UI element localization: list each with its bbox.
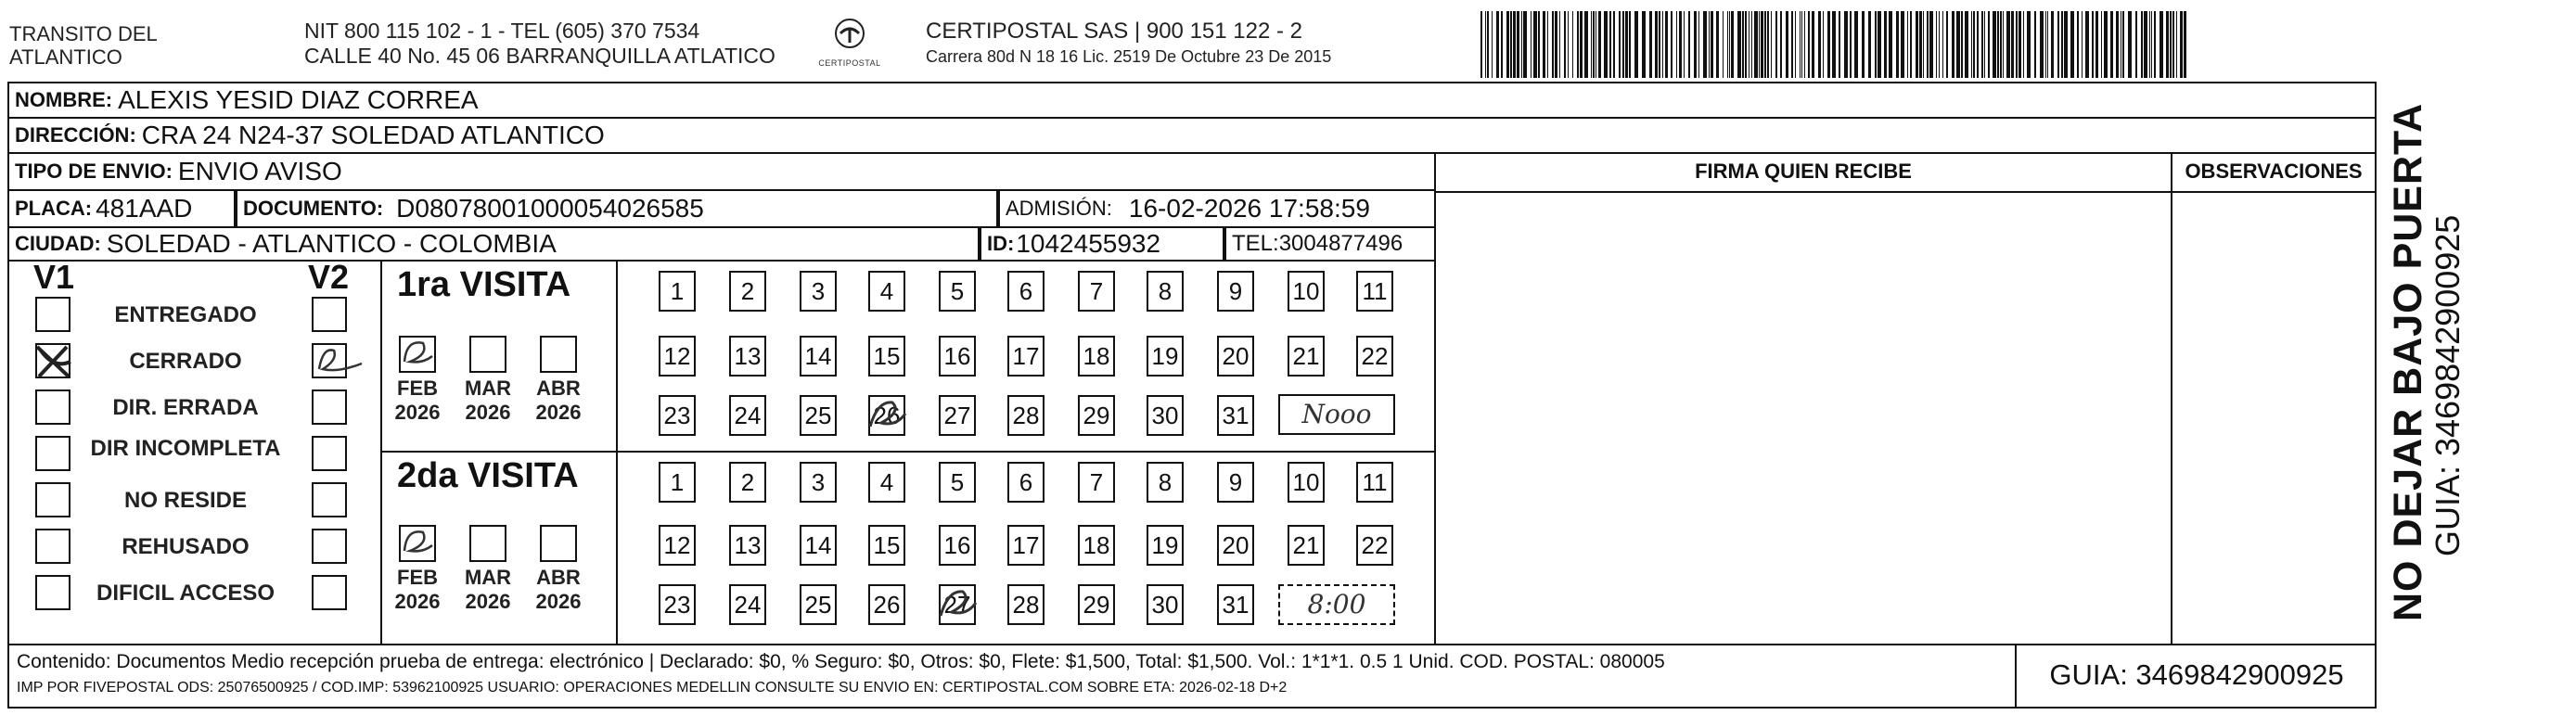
status-label: NO RESIDE — [123, 488, 248, 513]
day-box[interactable]: 13 — [729, 336, 766, 377]
day-box[interactable]: 19 — [1147, 336, 1184, 377]
v2-label: V2 — [308, 258, 350, 296]
month-checkbox[interactable] — [469, 525, 506, 562]
day-box[interactable]: 29 — [1078, 584, 1115, 625]
first-visit-note-box — [1278, 394, 1395, 435]
v2-checkbox[interactable] — [312, 389, 347, 425]
ciudad-label: CIUDAD: — [15, 232, 101, 255]
day-box[interactable]: 15 — [868, 336, 905, 377]
status-label: DIR. ERRADA — [112, 395, 259, 420]
day-box[interactable]: 12 — [659, 525, 696, 566]
month-year: 2026 — [394, 590, 441, 613]
month-name: MAR — [464, 377, 512, 400]
id-label: ID: — [987, 232, 1015, 255]
day-box[interactable]: 22 — [1356, 336, 1393, 377]
day-box[interactable]: 27 — [939, 395, 976, 436]
tel-value: 3004877496 — [1278, 231, 1403, 256]
placa-label: PLACA: — [15, 197, 93, 220]
day-box[interactable]: 4 — [868, 271, 905, 312]
day-box[interactable]: 11 — [1356, 271, 1393, 312]
day-box[interactable]: 7 — [1078, 462, 1115, 503]
day-box[interactable]: 14 — [800, 336, 837, 377]
nit-line: NIT 800 115 102 - 1 - TEL (605) 370 7534 — [304, 19, 700, 43]
month-name: ABR — [536, 566, 581, 589]
day-box[interactable]: 12 — [659, 336, 696, 377]
firma-panel — [1434, 152, 2172, 644]
footer-contenido: Contenido: Documentos Medio recepción prueba de entrega: electrónico | Declarado: $0, % Seguro: $0, Otros: $0, Flete: $1,500, Total: $1,500. Vol.: 1*1*1. 0.5 1 Unid. COD. POSTAL: 080005 — [17, 651, 1665, 672]
carrier-line: CERTIPOSTAL SAS | 900 151 122 - 2 — [926, 19, 1302, 44]
nombre-value: ALEXIS YESID DIAZ CORREA — [118, 85, 479, 114]
day-box[interactable]: 1 — [659, 271, 696, 312]
day-box[interactable]: 27 — [939, 584, 976, 625]
day-box[interactable]: 29 — [1078, 395, 1115, 436]
nombre-label: NOMBRE: — [15, 88, 113, 111]
day-box[interactable]: 10 — [1288, 462, 1325, 503]
day-box[interactable]: 5 — [939, 462, 976, 503]
month-year: 2026 — [535, 590, 582, 613]
logo-text: CERTIPOSTAL — [818, 58, 881, 68]
footer-imp-line: IMP POR FIVEPOSTAL ODS: 25076500925 / COD.IMP: 53962100925 USUARIO: OPERACIONES MEDELLIN CONSULTE SU ENVIO EN: CERTIPOSTAL.COM SOBRE ETA: 2026-02-18 D+2 — [17, 680, 1288, 696]
day-box[interactable]: 21 — [1288, 336, 1325, 377]
issuer-line-2: ATLANTICO — [9, 45, 122, 69]
month-label — [385, 566, 450, 614]
day-box[interactable]: 31 — [1217, 584, 1254, 625]
day-box[interactable]: 13 — [729, 525, 766, 566]
day-mark-icon — [935, 582, 980, 627]
day-box[interactable]: 25 — [800, 584, 837, 625]
day-box[interactable]: 8 — [1147, 271, 1184, 312]
v2-checkbox[interactable] — [312, 436, 347, 471]
day-box[interactable]: 28 — [1007, 395, 1044, 436]
id-value: 1042455932 — [1016, 229, 1161, 258]
day-box[interactable]: 2 — [729, 462, 766, 503]
barcode — [1480, 11, 2193, 78]
day-box[interactable]: 14 — [800, 525, 837, 566]
day-box[interactable]: 18 — [1078, 525, 1115, 566]
admision-value: 16-02-2026 17:58:59 — [1128, 194, 1370, 223]
month-checkbox[interactable] — [540, 525, 577, 562]
issuer-name — [9, 22, 158, 69]
day-box[interactable]: 9 — [1217, 462, 1254, 503]
observaciones-panel — [2171, 152, 2377, 644]
month-year: 2026 — [465, 401, 511, 424]
day-box[interactable]: 26 — [868, 584, 905, 625]
side-guia-wrap — [2429, 148, 2467, 556]
v1-label: V1 — [33, 258, 75, 296]
row-direccion — [7, 117, 2377, 152]
month-year: 2026 — [535, 401, 582, 424]
ciudad-value: SOLEDAD - ATLANTICO - COLOMBIA — [106, 229, 557, 258]
side-warning: NO DEJAR BAJO PUERTA — [2386, 102, 2430, 621]
day-box[interactable]: 2 — [729, 271, 766, 312]
month-checkbox[interactable] — [469, 336, 506, 373]
month-year: 2026 — [394, 401, 441, 424]
month-label — [455, 377, 520, 425]
v2-checkbox[interactable] — [312, 575, 347, 610]
side-warning-wrap — [2386, 102, 2431, 621]
address-line: CALLE 40 No. 45 06 BARRANQUILLA ATLATICO — [304, 44, 775, 68]
cell-ciudad — [7, 226, 980, 262]
day-box[interactable]: 23 — [659, 395, 696, 436]
day-box[interactable]: 5 — [939, 271, 976, 312]
status-label: CERRADO — [129, 349, 242, 374]
cerrado-v1-mark-icon — [33, 341, 74, 382]
month-name: FEB — [397, 377, 438, 400]
month-label — [385, 377, 450, 425]
day-box[interactable]: 17 — [1007, 525, 1044, 566]
day-box[interactable]: 20 — [1217, 525, 1254, 566]
status-label: DIR INCOMPLETA — [90, 436, 281, 461]
day-box[interactable]: 31 — [1217, 395, 1254, 436]
carrier-info — [926, 19, 1331, 69]
feb-mark-icon — [397, 334, 438, 375]
tel-label: TEL: — [1232, 231, 1279, 256]
day-box[interactable]: 11 — [1356, 462, 1393, 503]
side-guia: GUIA: 3469842900925 — [2429, 214, 2467, 556]
row-nombre — [7, 82, 2377, 117]
day-box[interactable]: 16 — [939, 525, 976, 566]
day-box[interactable]: 8 — [1147, 462, 1184, 503]
status-label: REHUSADO — [122, 534, 250, 559]
month-name: ABR — [536, 377, 581, 400]
cell-admision — [998, 189, 1436, 226]
second-visit-note: 8:00 — [1307, 589, 1366, 619]
day-box[interactable]: 25 — [800, 395, 837, 436]
month-name: FEB — [397, 566, 438, 589]
month-year: 2026 — [465, 590, 511, 613]
day-box[interactable]: 30 — [1147, 395, 1184, 436]
first-visit-note: Nooo — [1301, 399, 1372, 429]
second-visit-label: 2da VISITA — [397, 456, 579, 495]
day-box[interactable]: 16 — [939, 336, 976, 377]
day-box[interactable]: 9 — [1217, 271, 1254, 312]
day-box[interactable]: 4 — [868, 462, 905, 503]
month-checkbox[interactable] — [540, 336, 577, 373]
carrier-address: Carrera 80d N 18 16 Lic. 2519 De Octubre 23 De 2015 — [926, 47, 1332, 66]
day-box[interactable]: 1 — [659, 462, 696, 503]
firma-label: FIRMA QUIEN RECIBE — [1436, 154, 2171, 193]
day-box[interactable]: 24 — [729, 584, 766, 625]
day-box[interactable]: 10 — [1288, 271, 1325, 312]
month-label — [455, 566, 520, 614]
documento-label: DOCUMENTO: — [243, 197, 384, 220]
day-box[interactable]: 28 — [1007, 584, 1044, 625]
month-label — [526, 377, 591, 425]
day-box[interactable]: 23 — [659, 584, 696, 625]
cell-id — [980, 226, 1224, 262]
day-box[interactable]: 15 — [868, 525, 905, 566]
feb-mark-icon — [397, 523, 438, 564]
day-box[interactable]: 6 — [1007, 271, 1044, 312]
cerrado-v2-mark-icon — [310, 341, 365, 382]
certipostal-logo — [813, 17, 887, 69]
cell-tel — [1224, 226, 1436, 262]
cell-documento — [236, 189, 998, 226]
tipo-value: ENVIO AVISO — [177, 157, 342, 185]
day-box[interactable]: 22 — [1356, 525, 1393, 566]
documento-value: D08078001000054026585 — [396, 194, 704, 223]
day-box[interactable]: 18 — [1078, 336, 1115, 377]
issuer-contact — [304, 19, 775, 69]
status-label: ENTREGADO — [114, 302, 257, 327]
observaciones-label: OBSERVACIONES — [2172, 154, 2375, 193]
month-name: MAR — [464, 566, 512, 589]
day-box[interactable]: 24 — [729, 395, 766, 436]
placa-value: 481AAD — [96, 194, 193, 223]
second-visit-note-box — [1278, 584, 1395, 625]
first-visit-label: 1ra VISITA — [397, 265, 571, 304]
day-box[interactable]: 20 — [1217, 336, 1254, 377]
row-tipo — [7, 152, 1436, 189]
status-label: DIFICIL ACCESO — [96, 581, 275, 606]
day-box[interactable]: 3 — [800, 271, 837, 312]
day-box[interactable]: 21 — [1288, 525, 1325, 566]
day-box[interactable]: 17 — [1007, 336, 1044, 377]
tipo-label: TIPO DE ENVIO: — [15, 160, 173, 183]
day-mark-icon — [865, 393, 909, 438]
day-box[interactable]: 3 — [800, 462, 837, 503]
cell-placa — [7, 189, 236, 226]
direccion-value: CRA 24 N24-37 SOLEDAD ATLANTICO — [141, 121, 605, 149]
month-label — [526, 566, 591, 614]
day-box[interactable]: 19 — [1147, 525, 1184, 566]
v2-checkbox[interactable] — [312, 482, 347, 517]
day-box[interactable]: 30 — [1147, 584, 1184, 625]
admision-label: ADMISIÓN: — [1006, 197, 1112, 220]
day-box[interactable]: 7 — [1078, 271, 1115, 312]
v2-checkbox[interactable] — [312, 297, 347, 332]
day-box[interactable]: 6 — [1007, 462, 1044, 503]
barcode-icon — [1480, 11, 2193, 78]
day-box[interactable]: 26 — [868, 395, 905, 436]
logo-mark-icon — [813, 17, 887, 54]
direccion-label: DIRECCIÓN: — [15, 123, 136, 147]
v2-checkbox[interactable] — [312, 529, 347, 564]
issuer-line-1: TRANSITO DEL — [9, 22, 158, 45]
footer-guia: GUIA: 3469842900925 — [2015, 644, 2377, 709]
